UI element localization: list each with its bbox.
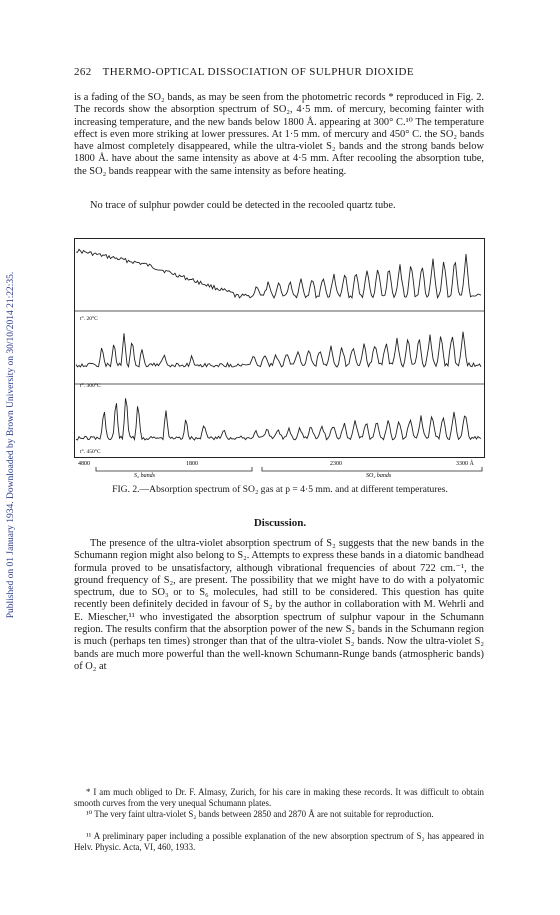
page-header [74,66,484,78]
so2-band-bracket [262,467,482,471]
trace-450c [76,398,481,440]
trace-20c [76,249,481,298]
tick-label-3: 2300 [330,461,342,467]
tick-label-1: 4800 [78,461,90,467]
spectrum-records [74,238,486,478]
running-title: THERMO-OPTICAL DISSOCIATION OF SULPHUR DIOXIDE [102,66,414,78]
s2-band-bracket [96,467,252,471]
band-label-so2: SO₂ bands [366,473,392,478]
body-paragraph-2: No trace of sulphur powder could be detected in the recooled quartz tube. [90,200,396,211]
tick-label-2: 1800 [186,461,198,467]
download-note: Published on 01 January 1934. Downloaded by Brown University on 30/10/2014 21:22:35. [6,271,16,619]
download-watermark [4,120,18,770]
body-paragraph-1: is a fading of the SO₂ bands, as may be seen from the photometric records * reproduced in Fig. 2. The records show the absorption spectrum of SO₂, 4·5 mm. of mercury, becoming fainter with increasing temperature, and the new bands below 1800 Å. appearing at 300° C.¹⁰ The temperature effect is even more striking at lower pressures. At 1·5 mm. of mercury and 450° C. the SO₂ bands have almost completely disappeared, while the ultra-violet S₂ bands and the strong bands below 1800 Å. have about the same intensity as above at 4·5 mm. After recooling the absorption tube, the SO₂ bands reappear with the same intensity as before heating. [74,92,484,177]
footnote-11: ¹¹ A preliminary paper including a possible explanation of the new absorption spectrum of S₂ has appeared in Helv. Physic. Acta, VI, 460, 1933. [74,831,484,852]
footnote-star: * I am much obliged to Dr. F. Almasy, Zurich, for his care in making these records. It was difficult to obtain smooth curves from the very unequal Schumann plates. [74,787,484,808]
tick-label-4: 3300 Å [456,461,474,467]
section-heading: Discussion. [253,517,307,529]
band-label-s2: S₂ bands [134,473,155,478]
trace-label-20c: t°. 20°C [80,316,98,322]
discussion-paragraph: The presence of the ultra-violet absorption spectrum of S₂ suggests that the new bands in the Schumann region might also belong to S₂. Attempts to express these bands in a diatomic bandhead formula proved to be unsatisfactory, although vibrational frequencies of about 722 cm.⁻¹, the ground frequency of S₂, are present. The possibility that we might have to do with a polyatomic spectrum, due to SO₃ or to S₆ molecules, had still to be considered. This question has quite recently been definitely decided in favour of S₂ by the author in collaboration with M. Wehrli and E. Miescher,¹¹ who investigated the absorption spectrum of sulphur vapour in the Schumann region. The results confirm that the absorption power of the new S₂ bands in the Schumann region is much (perhaps ten times) stronger than that of the ultra-violet S₂ bands. Now the ultra-violet S₂ bands are much more powerful than the well-known Schumann-Runge bands (atmospheric bands) of O₂ at [74,538,484,672]
trace-label-450c: t°. 450°C [80,449,101,455]
footnote-10: ¹⁰ The very faint ultra-violet S₂ bands between 2850 and 2870 Å are not suitable for reproduction. [86,809,434,819]
figure-2 [74,238,486,478]
trace-label-300c: t°. 300°C [80,383,101,389]
trace-300c [76,332,481,367]
page-number: 262 [74,66,92,78]
figure-caption: FIG. 2.—Absorption spectrum of SO₂ gas at p = 4·5 mm. and at different temperatures. [112,484,448,495]
